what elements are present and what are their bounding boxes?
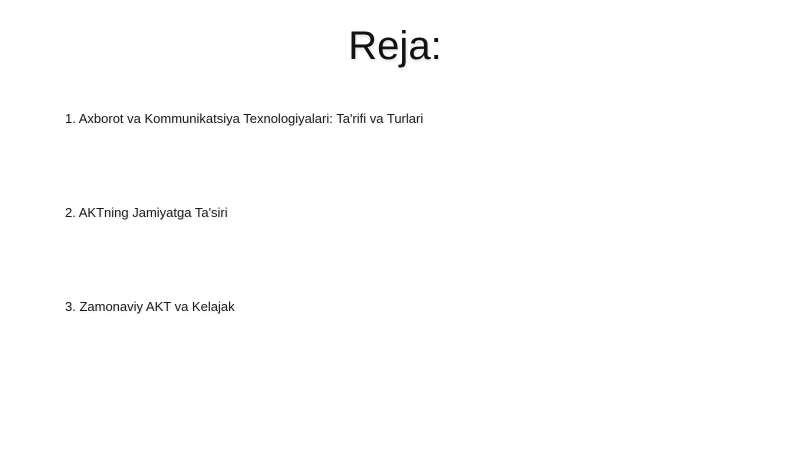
slide-title: Reja: (348, 24, 442, 68)
plan-item-2: 2. AKTning Jamiyatga Ta'siri (65, 205, 228, 220)
plan-item-3: 3. Zamonaviy AKT va Kelajak (65, 299, 235, 314)
plan-item-1: 1. Axborot va Kommunikatsiya Texnologiyalari: Ta'rifi va Turlari (65, 111, 424, 126)
